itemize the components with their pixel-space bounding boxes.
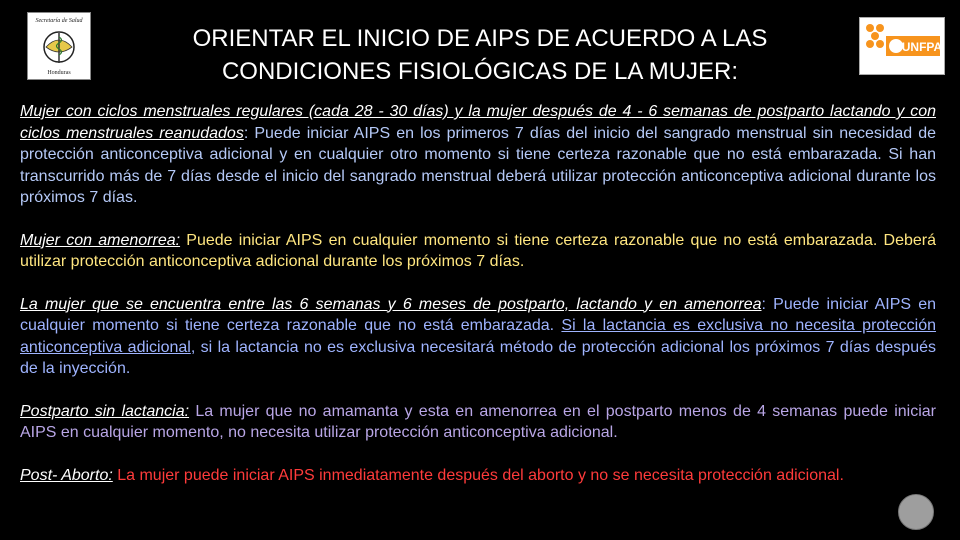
section-body: La mujer que no amamanta y esta en amenorrea en el postparto menos de 4 semanas puede iniciar AIPS en cualquier momento, no necesita utilizar protección anticonceptiva adicional. <box>20 402 936 441</box>
section-regular-cycles <box>20 101 936 209</box>
logo-left-bottom-text: Honduras <box>47 70 71 76</box>
section-separator: : <box>243 124 255 142</box>
title-line-2: CONDICIONES FISIOLÓGICAS DE LA MUJER: <box>221 58 739 85</box>
section-post-abortion <box>20 465 936 487</box>
secretaria-salud-logo <box>27 12 91 80</box>
section-body: La mujer puede iniciar AIPS inmediatamente después del aborto y no se necesita protección adicional. <box>117 466 844 484</box>
unfpa-logo <box>859 17 945 75</box>
unfpa-emblem-icon <box>860 18 944 74</box>
section-postpartum-no-lactation <box>20 401 936 444</box>
section-body-underlined: Si la lactancia es exclusiva no necesita protección anticonceptiva adicional <box>20 317 937 356</box>
section-lead: Mujer con ciclos menstruales regulares (cada 28 - 30 días) y la mujer después de 4 - 6 semanas de postparto lactando y con ciclos menstruales reanudados <box>20 103 936 142</box>
section-body-part-b: , si la lactancia no es exclusiva necesitará método de protección adicional los próximos 7 días después de la inyección. <box>20 338 936 377</box>
section-amenorrhea <box>20 230 936 273</box>
logo-right-text: UNFPA <box>901 40 943 54</box>
section-lead: Mujer con amenorrea: <box>20 231 181 249</box>
section-lead: Post- Aborto: <box>20 466 113 484</box>
circle-icon[interactable] <box>898 494 934 530</box>
content-body <box>20 101 936 507</box>
title-line-1: ORIENTAR EL INICIO DE AIPS DE ACUERDO A LAS <box>192 25 768 52</box>
section-body: Puede iniciar AIPS en los primeros 7 días del inicio del sangrado menstrual sin necesidad de protección anticonceptiva adicional y en cualquier otro momento si tiene certeza razonable que no está embarazada. Si han transcurrido más de 7 días desde el inicio del sangrado menstrual deberá utilizar protección anticonceptiva adicional durante los próximos 7 días. <box>20 124 937 206</box>
section-body: Puede iniciar AIPS en cualquier momento si tiene certeza razonable que no está embarazada. Deberá utilizar protección anticonceptiva adicional durante los próximos 7 días. <box>20 231 936 270</box>
secretaria-salud-emblem-icon <box>28 13 90 79</box>
section-lead: La mujer que se encuentra entre las 6 semanas y 6 meses de postparto, lactando y en amenorrea <box>20 295 762 313</box>
section-lead: Postparto sin lactancia: <box>20 402 190 420</box>
section-separator: : <box>761 295 774 313</box>
logo-left-top-text: Secretaría de Salud <box>35 18 83 24</box>
section-body-part-a: Puede iniciar AIPS en cualquier momento si tiene certeza razonable que no está embarazada. <box>20 295 937 334</box>
section-postpartum-lactating <box>20 294 936 380</box>
page-title <box>110 22 850 88</box>
